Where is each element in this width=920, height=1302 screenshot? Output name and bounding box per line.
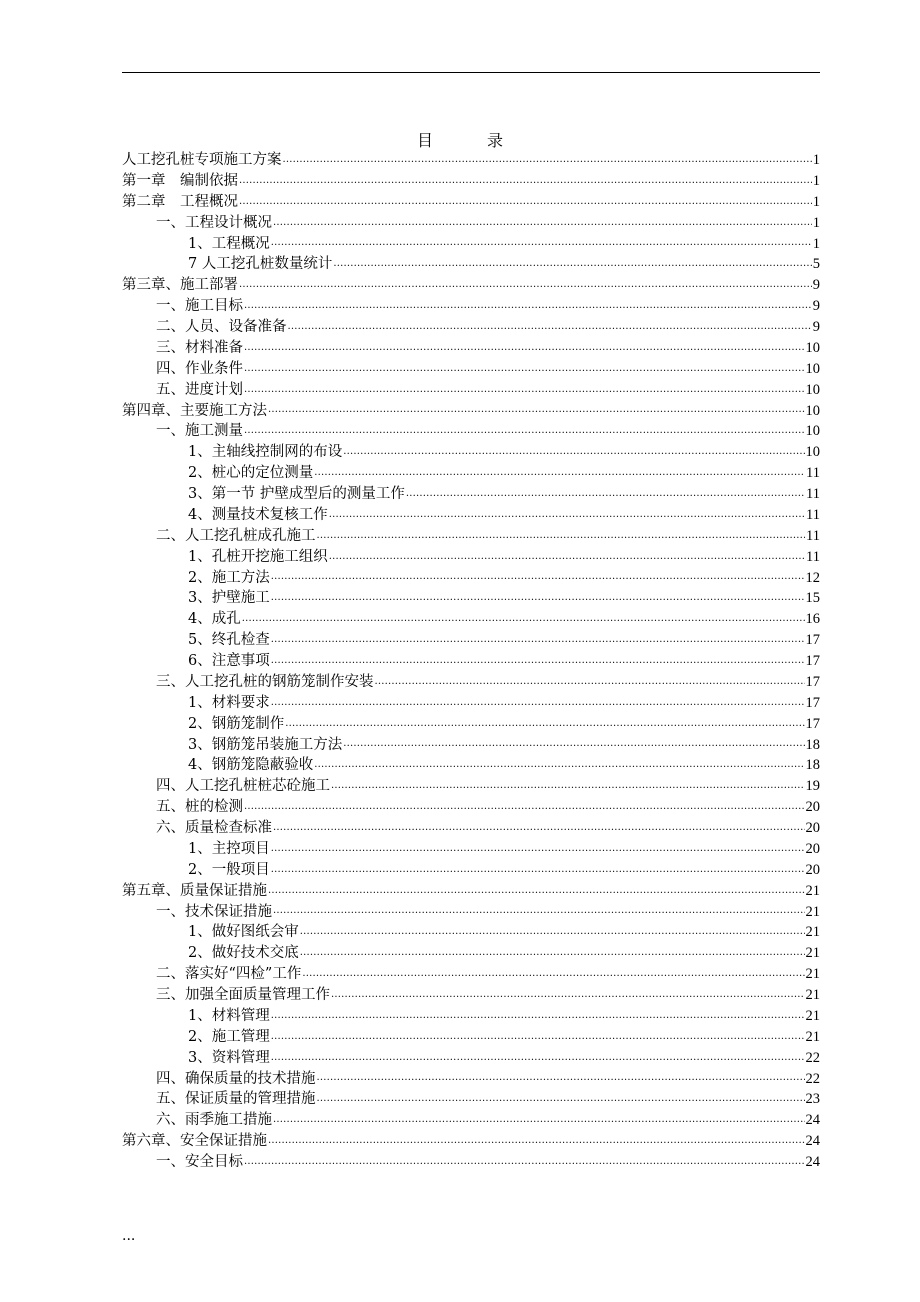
toc-dot-leader — [271, 863, 805, 877]
toc-dot-leader — [285, 717, 804, 731]
toc-entry-label: 4、成孔 — [188, 611, 241, 628]
toc-entry-label: 第六章、安全保证措施 — [122, 1133, 267, 1150]
toc-entry[interactable] — [122, 776, 820, 797]
toc-entry-label: 三、加强全面质量管理工作 — [156, 987, 330, 1003]
toc-entry-label: 四、确保质量的技术措施 — [156, 1070, 316, 1087]
toc-entry[interactable] — [122, 421, 820, 442]
toc-entry-label: 2、桩心的定位测量 — [188, 465, 314, 482]
toc-entry-label: 二、人员、设备准备 — [156, 319, 287, 335]
toc-entry[interactable] — [122, 964, 820, 985]
toc-entry[interactable] — [122, 693, 820, 714]
toc-entry[interactable] — [122, 442, 820, 463]
toc-entry[interactable] — [122, 588, 820, 609]
toc-entry[interactable] — [122, 254, 820, 275]
toc-entry[interactable] — [122, 755, 820, 776]
toc-entry[interactable] — [122, 1131, 820, 1152]
toc-entry-label: 第四章、主要施工方法 — [122, 402, 267, 419]
toc-dot-leader — [244, 362, 805, 376]
toc-entry-label: 3、资料管理 — [188, 1049, 270, 1066]
toc-entry-page: 24 — [805, 1154, 820, 1170]
toc-entry-label: 二、落实好“四检”工作 — [156, 966, 302, 983]
toc-entry-page: 15 — [805, 590, 820, 607]
toc-dot-leader — [273, 904, 805, 918]
toc-dot-leader — [331, 988, 805, 1002]
toc-entry[interactable] — [122, 839, 820, 860]
toc-entry-page: 11 — [806, 527, 820, 544]
toc-dot-leader — [343, 445, 804, 459]
toc-entry-label: 五、保证质量的管理措施 — [156, 1091, 316, 1108]
toc-entry[interactable] — [122, 797, 820, 818]
toc-entry-page: 21 — [805, 945, 820, 962]
toc-entry[interactable] — [122, 275, 820, 296]
toc-entry[interactable] — [122, 818, 820, 839]
toc-entry-page: 11 — [806, 486, 820, 502]
toc-dot-leader — [329, 550, 805, 564]
toc-dot-leader — [271, 1051, 805, 1065]
toc-entry[interactable] — [122, 150, 820, 171]
toc-entry-page: 10 — [805, 444, 820, 461]
toc-entry[interactable] — [122, 547, 820, 568]
toc-dot-leader — [288, 320, 812, 334]
toc-dot-leader — [302, 967, 804, 981]
toc-dot-leader — [242, 612, 805, 626]
toc-entry-label: 4、测量技术复核工作 — [188, 506, 328, 523]
toc-dot-leader — [239, 195, 812, 209]
toc-entry[interactable] — [122, 651, 820, 672]
toc-entry-page: 21 — [805, 987, 820, 1003]
toc-entry-page: 1 — [812, 214, 820, 231]
toc-dot-leader — [239, 278, 812, 292]
toc-entry-page: 19 — [805, 778, 820, 795]
toc-entry-page: 17 — [805, 653, 820, 669]
toc-dot-leader — [273, 216, 812, 230]
toc-entry-page: 12 — [805, 569, 820, 586]
toc-dot-leader — [244, 299, 812, 313]
toc-entry-page: 21 — [805, 924, 820, 941]
toc-entry[interactable] — [122, 1110, 820, 1131]
toc-entry-label: 4、钢筋笼隐蔽验收 — [188, 757, 314, 774]
toc-entry-label: 五、桩的检测 — [156, 799, 243, 816]
toc-entry-page: 9 — [812, 319, 820, 335]
toc-dot-leader — [273, 821, 805, 835]
toc-dot-leader — [244, 424, 805, 438]
toc-entry-label: 2、施工方法 — [188, 569, 270, 586]
toc-entry-label: 2、钢筋笼制作 — [188, 715, 285, 732]
toc-entry[interactable] — [122, 526, 820, 547]
toc-entry-page: 10 — [805, 381, 820, 398]
toc-entry[interactable] — [122, 672, 820, 693]
toc-entry-page: 21 — [805, 1007, 820, 1024]
toc-entry[interactable] — [122, 1048, 820, 1069]
toc-entry-page: 1 — [812, 152, 820, 168]
toc-dot-leader — [333, 257, 811, 271]
toc-entry-page: 11 — [806, 548, 820, 565]
toc-dot-leader — [300, 925, 805, 939]
toc-entry-label: 3、护壁施工 — [188, 590, 270, 607]
toc-entry-page: 21 — [805, 903, 820, 920]
toc-entry[interactable] — [122, 380, 820, 401]
toc-entry-label: 1、做好图纸会审 — [188, 924, 299, 941]
toc-entry-page: 11 — [806, 465, 820, 482]
toc-entry[interactable] — [122, 338, 820, 359]
toc-entry-label: 一、工程设计概况 — [156, 214, 272, 231]
toc-dot-leader — [271, 1009, 805, 1023]
toc-entry[interactable] — [122, 484, 820, 505]
toc-entry-page: 10 — [805, 339, 820, 356]
toc-entry-page: 1 — [812, 172, 820, 189]
toc-entry-page: 9 — [812, 298, 820, 315]
toc-entry[interactable] — [122, 359, 820, 380]
toc-entry-page: 9 — [812, 277, 820, 294]
toc-entry-page: 18 — [805, 736, 820, 753]
toc-dot-leader — [300, 946, 805, 960]
toc-entry-page: 17 — [805, 632, 820, 649]
toc-dot-leader — [273, 1113, 805, 1127]
toc-entry-label: 3、第一节 护壁成型后的测量工作 — [188, 486, 405, 502]
toc-entry-page: 17 — [805, 715, 820, 732]
toc-entry-label: 6、注意事项 — [188, 653, 270, 669]
toc-entry-label: 六、雨季施工措施 — [156, 1112, 272, 1129]
toc-entry-page: 24 — [805, 1133, 820, 1150]
toc-entry[interactable] — [122, 1152, 820, 1173]
toc-dot-leader — [317, 1092, 805, 1106]
toc-entry-page: 22 — [805, 1049, 820, 1066]
toc-entry[interactable] — [122, 171, 820, 192]
toc-entry-label: 第五章、质量保证措施 — [122, 882, 267, 899]
toc-entry-page: 20 — [805, 840, 820, 857]
toc-dot-leader — [283, 153, 812, 167]
toc-entry[interactable] — [122, 902, 820, 923]
toc-entry-page: 11 — [806, 506, 820, 523]
toc-entry[interactable] — [122, 860, 820, 881]
toc-entry[interactable] — [122, 922, 820, 943]
toc-dot-leader — [239, 174, 812, 188]
toc-dot-leader — [317, 1071, 805, 1085]
toc-dot-leader — [329, 508, 805, 522]
toc-dot-leader — [271, 696, 805, 710]
toc-entry[interactable] — [122, 568, 820, 589]
toc-entry-label: 第三章、施工部署 — [122, 277, 238, 294]
toc-entry-page: 21 — [805, 1028, 820, 1045]
toc-dot-leader — [271, 1030, 805, 1044]
toc-entry-label: 2、施工管理 — [188, 1028, 270, 1045]
toc-entry-label: 1、主轴线控制网的布设 — [188, 444, 343, 461]
toc-entry[interactable] — [122, 609, 820, 630]
toc-entry-label: 五、进度计划 — [156, 381, 243, 398]
toc-entry-label: 二、人工挖孔桩成孔施工 — [156, 527, 316, 544]
table-of-contents — [122, 150, 820, 1173]
toc-entry-page: 18 — [805, 757, 820, 774]
toc-dot-leader — [268, 884, 805, 898]
toc-entry-page: 23 — [805, 1091, 820, 1108]
toc-dot-leader — [343, 737, 804, 751]
toc-entry-page: 17 — [805, 694, 820, 711]
toc-entry-page: 24 — [805, 1112, 820, 1129]
toc-entry[interactable] — [122, 505, 820, 526]
toc-dot-leader — [244, 1155, 805, 1169]
toc-dot-leader — [314, 466, 805, 480]
toc-entry-label: 1、工程概况 — [188, 235, 270, 252]
toc-entry-label: 7 人工挖孔桩数量统计 — [188, 256, 333, 273]
toc-dot-leader — [317, 529, 806, 543]
toc-entry-label: 三、材料准备 — [156, 339, 243, 356]
toc-entry-label: 四、人工挖孔桩桩芯砼施工 — [156, 778, 330, 795]
toc-entry-label: 1、孔桩开挖施工组织 — [188, 548, 328, 565]
toc-entry-label: 1、材料要求 — [188, 694, 270, 711]
toc-entry-page: 1 — [812, 235, 820, 252]
toc-dot-leader — [271, 591, 805, 605]
toc-entry[interactable] — [122, 985, 820, 1006]
toc-entry[interactable] — [122, 1089, 820, 1110]
toc-entry[interactable] — [122, 296, 820, 317]
toc-entry-page: 22 — [805, 1070, 820, 1087]
toc-entry[interactable] — [122, 401, 820, 422]
toc-entry-label: 2、做好技术交底 — [188, 945, 299, 962]
toc-entry-label: 一、施工目标 — [156, 298, 243, 315]
toc-entry[interactable] — [122, 234, 820, 255]
toc-dot-leader — [375, 675, 805, 689]
toc-entry-page: 10 — [805, 402, 820, 419]
toc-entry-label: 一、技术保证措施 — [156, 903, 272, 920]
toc-entry-label: 四、作业条件 — [156, 360, 243, 377]
toc-entry[interactable] — [122, 714, 820, 735]
toc-entry[interactable] — [122, 881, 820, 902]
toc-dot-leader — [244, 341, 805, 355]
toc-entry[interactable] — [122, 1006, 820, 1027]
toc-dot-leader — [268, 403, 805, 417]
toc-entry-page: 17 — [805, 673, 820, 690]
toc-entry[interactable] — [122, 735, 820, 756]
toc-entry-page: 20 — [805, 861, 820, 878]
toc-entry-page: 21 — [805, 882, 820, 899]
toc-entry-label: 2、一般项目 — [188, 861, 270, 878]
toc-entry-label: 一、施工测量 — [156, 423, 243, 440]
toc-entry-page: 20 — [805, 799, 820, 816]
toc-dot-leader — [271, 842, 805, 856]
toc-dot-leader — [271, 236, 812, 250]
toc-entry[interactable] — [122, 630, 820, 651]
toc-entry-label: 3、钢筋笼吊装施工方法 — [188, 736, 343, 753]
toc-entry-label: 1、材料管理 — [188, 1007, 270, 1024]
toc-dot-leader — [271, 570, 805, 584]
toc-entry-label: 人工挖孔桩专项施工方案 — [122, 152, 282, 168]
toc-entry-page: 20 — [805, 820, 820, 836]
toc-entry[interactable] — [122, 317, 820, 338]
toc-entry-page: 21 — [805, 966, 820, 983]
toc-entry-label: 六、质量检查标准 — [156, 820, 272, 836]
toc-entry-page: 16 — [805, 611, 820, 628]
toc-dot-leader — [244, 383, 805, 397]
footer-mark: ... — [122, 1228, 136, 1244]
toc-entry[interactable] — [122, 943, 820, 964]
toc-entry-page: 10 — [805, 360, 820, 377]
toc-entry-label: 三、人工挖孔桩的钢筋笼制作安装 — [156, 673, 374, 690]
toc-entry-label: 第一章 编制依据 — [122, 172, 238, 189]
toc-entry[interactable] — [122, 463, 820, 484]
toc-title: 目录 — [416, 131, 557, 150]
toc-entry[interactable] — [122, 1027, 820, 1048]
toc-entry-page: 5 — [812, 256, 820, 273]
toc-entry[interactable] — [122, 213, 820, 234]
toc-dot-leader — [314, 758, 804, 772]
toc-entry[interactable] — [122, 192, 820, 213]
toc-entry-page: 10 — [805, 423, 820, 440]
toc-entry-label: 一、安全目标 — [156, 1154, 243, 1170]
toc-dot-leader — [406, 487, 805, 501]
toc-dot-leader — [331, 779, 805, 793]
toc-entry-label: 5、终孔检查 — [188, 632, 270, 649]
toc-dot-leader — [244, 800, 805, 814]
toc-entry[interactable] — [122, 1069, 820, 1090]
header-rule — [122, 72, 820, 73]
toc-dot-leader — [271, 654, 805, 668]
toc-entry-page: 1 — [812, 193, 820, 210]
toc-entry-label: 1、主控项目 — [188, 840, 270, 857]
toc-entry-label: 第二章 工程概况 — [122, 193, 238, 210]
toc-dot-leader — [271, 633, 805, 647]
toc-dot-leader — [268, 1134, 805, 1148]
